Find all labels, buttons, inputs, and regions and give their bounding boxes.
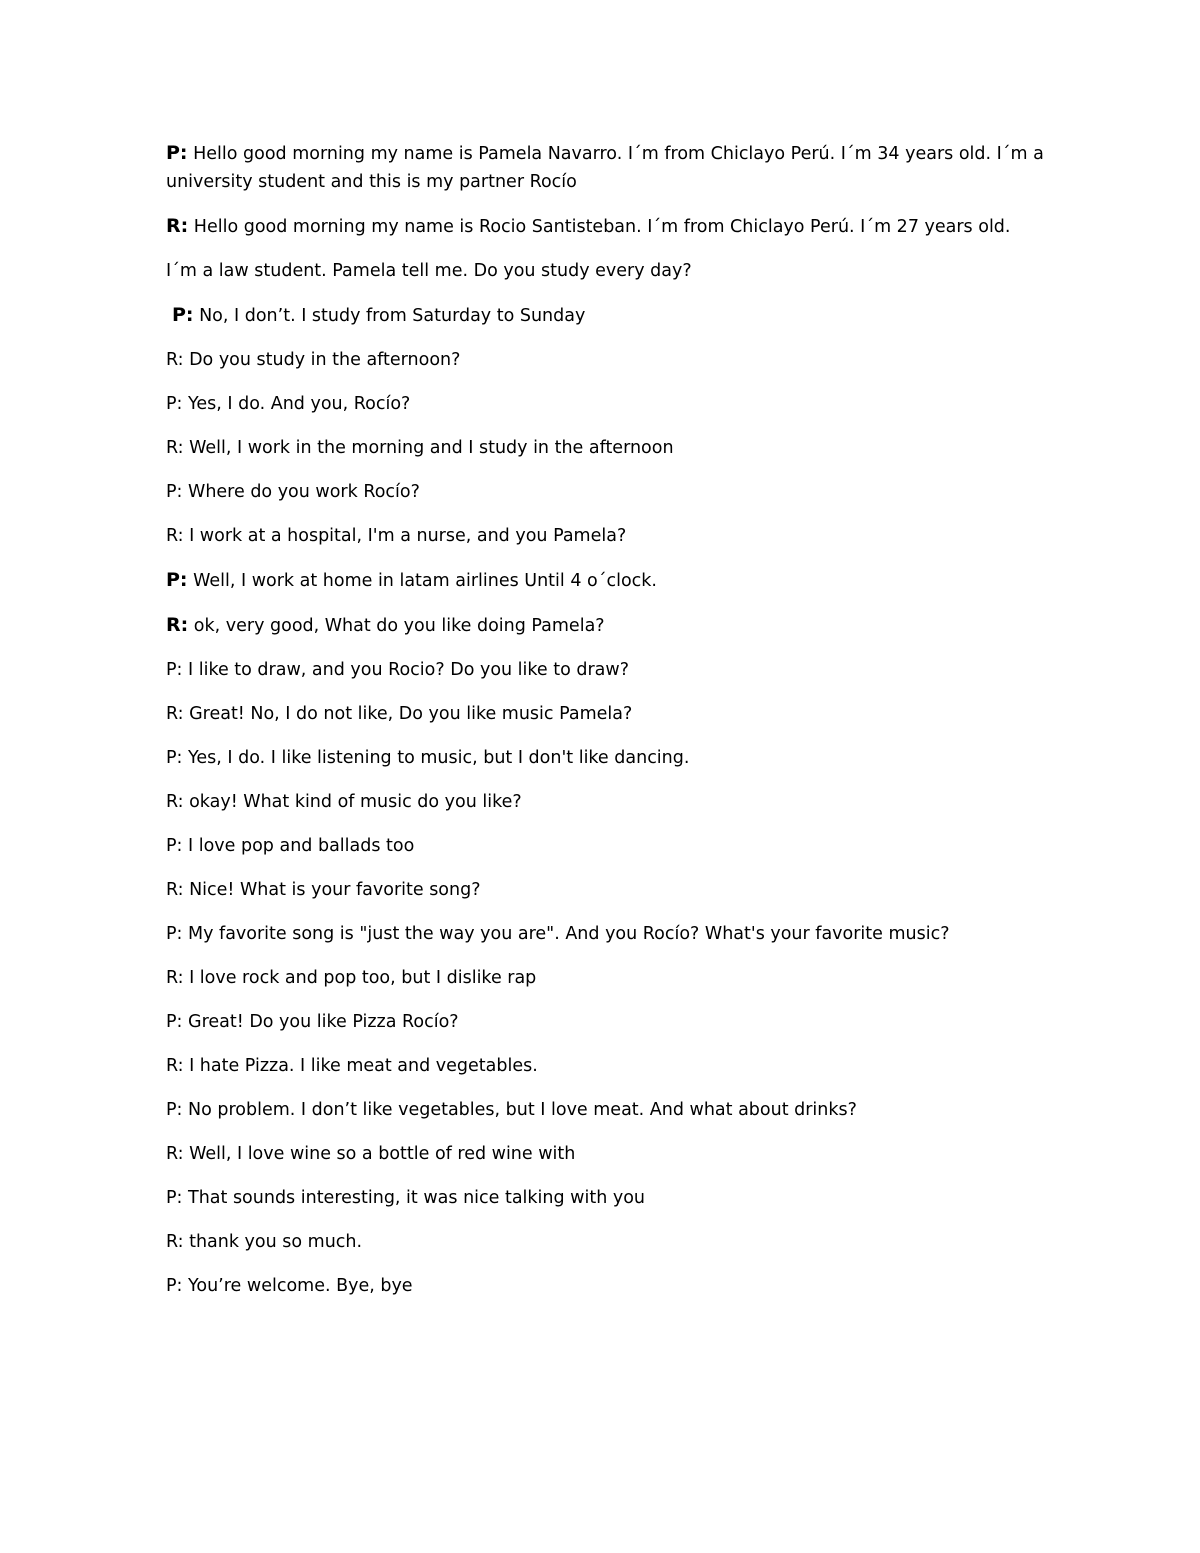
dialogue-line-8 <box>166 478 1046 506</box>
line-text: Hello good morning my name is Pamela Navarro. I´m from Chiclayo Perú. I´m 34 years old. I´m a university student and this is my partner Rocío <box>166 144 1044 192</box>
dialogue-line-14 <box>166 744 1046 772</box>
dialogue-line-25 <box>166 1228 1046 1256</box>
line-text: P: That sounds interesting, it was nice talking with you <box>166 1188 646 1208</box>
line-text: R: I hate Pizza. I like meat and vegetables. <box>166 1056 538 1076</box>
line-text: P: I like to draw, and you Rocio? Do you like to draw? <box>166 660 630 680</box>
line-text: P: Where do you work Rocío? <box>166 482 420 502</box>
line-text: P: Yes, I do. I like listening to music, but I don't like dancing. <box>166 748 690 768</box>
line-text: R: Do you study in the afternoon? <box>166 350 461 370</box>
dialogue-line-6 <box>166 390 1046 418</box>
dialogue-body <box>166 139 1046 1316</box>
speaker-label: R: <box>166 614 189 636</box>
dialogue-line-1 <box>166 139 1046 196</box>
dialogue-line-16 <box>166 832 1046 860</box>
line-text: P: You’re welcome. Bye, bye <box>166 1276 413 1296</box>
dialogue-line-13 <box>166 700 1046 728</box>
dialogue-line-18 <box>166 920 1046 948</box>
line-text: P: Yes, I do. And you, Rocío? <box>166 394 411 414</box>
line-text: Hello good morning my name is Rocio Santisteban. I´m from Chiclayo Perú. I´m 27 years old. <box>188 217 1011 237</box>
dialogue-line-11 <box>166 611 1046 640</box>
speaker-label: P: <box>172 304 194 326</box>
dialogue-line-17 <box>166 876 1046 904</box>
line-text: I´m a law student. Pamela tell me. Do you study every day? <box>166 261 692 281</box>
dialogue-line-20 <box>166 1008 1046 1036</box>
dialogue-line-12 <box>166 656 1046 684</box>
line-text: Well, I work at home in latam airlines Until 4 o´clock. <box>187 571 657 591</box>
line-text: P: I love pop and ballads too <box>166 836 415 856</box>
line-text: No, I don’t. I study from Saturday to Sunday <box>193 306 586 326</box>
line-text: P: Great! Do you like Pizza Rocío? <box>166 1012 459 1032</box>
line-text: ok, very good, What do you like doing Pamela? <box>188 616 605 636</box>
dialogue-line-7 <box>166 434 1046 462</box>
line-text: R: Well, I love wine so a bottle of red wine with <box>166 1144 576 1164</box>
line-text: R: okay! What kind of music do you like? <box>166 792 522 812</box>
dialogue-line-19 <box>166 964 1046 992</box>
dialogue-line-15 <box>166 788 1046 816</box>
dialogue-line-10 <box>166 566 1046 595</box>
dialogue-line-21 <box>166 1052 1046 1080</box>
line-text: R: I love rock and pop too, but I dislike rap <box>166 968 537 988</box>
dialogue-line-3 <box>166 257 1046 285</box>
dialogue-line-22 <box>166 1096 1046 1124</box>
speaker-label: R: <box>166 215 189 237</box>
line-text: R: Great! No, I do not like, Do you like music Pamela? <box>166 704 633 724</box>
line-text: R: Well, I work in the morning and I study in the afternoon <box>166 438 674 458</box>
dialogue-line-23 <box>166 1140 1046 1168</box>
line-text: R: I work at a hospital, I'm a nurse, and you Pamela? <box>166 526 627 546</box>
line-text: R: Nice! What is your favorite song? <box>166 880 481 900</box>
dialogue-line-26 <box>166 1272 1046 1300</box>
dialogue-line-4 <box>166 301 1046 330</box>
speaker-label: P: <box>166 569 188 591</box>
speaker-label: P: <box>166 142 188 164</box>
line-text: R: thank you so much. <box>166 1232 363 1252</box>
line-text: P: My favorite song is "just the way you are". And you Rocío? What's your favorite music? <box>166 924 950 944</box>
dialogue-line-24 <box>166 1184 1046 1212</box>
line-text: P: No problem. I don’t like vegetables, but I love meat. And what about drinks? <box>166 1100 857 1120</box>
dialogue-line-9 <box>166 522 1046 550</box>
dialogue-line-5 <box>166 346 1046 374</box>
dialogue-line-2 <box>166 212 1046 241</box>
